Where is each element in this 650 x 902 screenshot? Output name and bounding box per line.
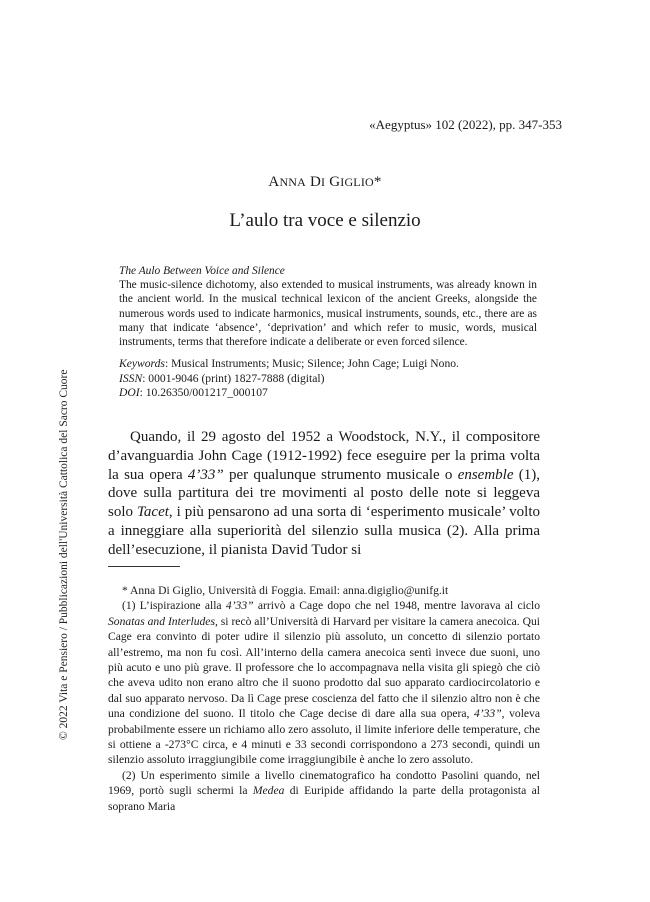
article-title: L’aulo tra voce e silenzio — [229, 210, 421, 231]
footnote-2 — [108, 768, 540, 814]
copyright-side-text: © 2022 Vita e Pensiero / Pubblicazioni dell'Università Cattolica del Sacro Cuore — [58, 369, 70, 740]
doi-line — [119, 386, 459, 401]
footnote-1-text-a: (1) L’ispirazione alla — [122, 599, 226, 613]
journal-citation: «Aegyptus» 102 (2022), pp. 347-353 — [369, 117, 562, 132]
body-text-2: per qualunque strumento musicale o — [223, 466, 458, 483]
author-last-rest-1: I — [321, 175, 326, 189]
doi-value: : 10.26350/001217_000107 — [139, 386, 268, 400]
footnote-1-work: 4’33” — [225, 599, 254, 613]
body-paragraph — [108, 428, 540, 560]
footnote-2-text-a: (2) Un esperimento simile a livello cinematografico ha condotto Pasolini quando, nel 1969, portò sugli schermi la — [108, 768, 540, 798]
keywords-label: Keywords — [119, 357, 165, 370]
body-text-4: , i più pensarono ad una sorta di ‘esperimento musicale’ volto a inneggiare alla superiorità del silenzio sulla musica (2). Alla prima dell’esecuzione, il pianista David Tudor si — [108, 504, 540, 558]
ensemble-term: ensemble — [457, 466, 514, 483]
body-text-3: (1), dove sulla partitura dei tre movimenti al posto delle note si leggeva solo — [108, 466, 540, 521]
footnote-1-text-b: arrivò a Cage dopo che nel 1948, mentre lavorava al ciclo — [253, 599, 540, 613]
tacet-term: Tacet — [136, 504, 169, 521]
author-footnote-mark: * — [373, 174, 382, 190]
author-last-rest-2: IGLIO — [340, 175, 374, 189]
footnote-author: * Anna Di Giglio, Università di Foggia. Email: anna.digiglio@unifg.it — [122, 584, 449, 597]
work-title: 4’33” — [187, 466, 224, 483]
author-first-rest: NNA — [279, 175, 307, 189]
footnote-2-film: Medea — [252, 784, 285, 798]
footnotes — [108, 583, 540, 814]
author-last-initial-2: G — [329, 174, 341, 190]
issn-label: ISSN — [119, 371, 143, 385]
keywords-value: : Musical Instruments; Music; Silence; John Cage; Luigi Nono. — [164, 357, 459, 370]
article-metadata — [119, 357, 459, 401]
keywords-line — [119, 357, 459, 372]
author-first-initial: A — [268, 174, 280, 190]
doi-label: DOI — [119, 386, 140, 400]
footnote-1-text-c: , si recò all’Università di Harvard per visitare la camera anecoica. Qui Cage era convinto di poter udire il silenzio più assoluto, un concetto di silenzio portato all’estremo, ma non fu così. All’interno della camera anecoica sentì invece due suoni, uno più acuto e uno più grave. Il professore che lo accompagnava nella visita gli spiegò che ciò che aveva udito non erano altro che il suono prodotto dal suo apparato cardiocircolatorio e dal suo apparato nervoso. Da lì Cage prese coscienza del fatto che il silenzio altro non è che una condizione del suono. Il titolo che Cage decise di dare alla sua opera, — [108, 614, 541, 721]
footnote-2-text-b: di Euripide affidando la parte della protagonista al soprano Maria — [108, 784, 540, 813]
footnote-divider — [108, 566, 180, 567]
abstract-title: The Aulo Between Voice and Silence — [119, 265, 285, 277]
issn-value: : 0001-9046 (print) 1827-7888 (digital) — [142, 371, 325, 385]
author-last-initial-1: D — [310, 174, 322, 190]
footnote-1-text-d: , voleva probabilmente essere un richiamo allo zero assoluto, il limite inferiore delle temperature, che si ottiene a -273°C circa, e 4 minuti e 33 secondi corrispondono a 273 secondi, quindi un silenzio assoluto irraggiungibile come irraggiungibile è anche lo zero assoluto. — [108, 707, 540, 767]
abstract — [119, 264, 537, 349]
footnote-1 — [108, 598, 540, 767]
body-text-1: Quando, il 29 agosto del 1952 a Woodstock, N.Y., il compositore d’avanguardia John Cage (1912-1992) fece eseguire per la prima volta la sua opera — [108, 429, 540, 483]
body-text — [108, 428, 540, 560]
footnote-1-work-2: 4’33” — [473, 707, 502, 721]
author-name — [0, 174, 650, 191]
abstract-text: The music-silence dichotomy, also extended to musical instruments, was already known in the ancient world. In the musical technical lexicon of the ancient Greeks, alongside the numerous words used to indicate harmonics, musical instruments, sounds, etc., there are as many that indicate ‘absence’, ‘deprivation’ and which refer to music, words, musical instruments, terms that therefore indicate a deliberate or even forced silence. — [119, 279, 537, 349]
issn-line — [119, 372, 459, 387]
footnote-1-cycle: Sonatas and Interludes — [108, 614, 215, 628]
